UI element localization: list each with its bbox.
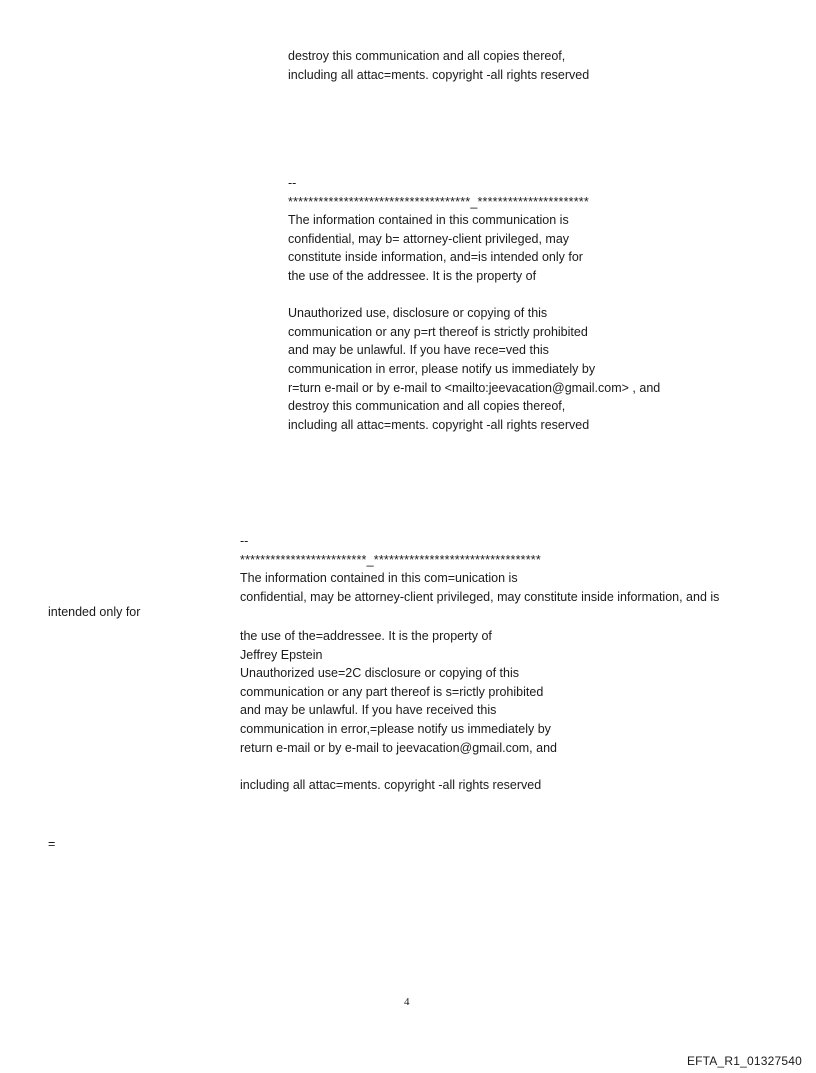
block-3-header <box>240 532 719 606</box>
text-line: confidential, may b= attorney-client privileged, may <box>288 231 570 246</box>
text-line: constitute inside information, and=is intended only for <box>288 250 583 265</box>
text-line: including all attac=ments. copyright -all rights reserved <box>288 67 590 82</box>
separator-dashes: -- <box>240 534 249 548</box>
text-line: destroy this communication and all copies thereof, <box>288 399 566 414</box>
wrapped-text-line: intended only for <box>48 605 141 619</box>
text-line: and may be unlawful. If you have rece=ved this <box>288 343 549 358</box>
text-line: communication in error,=please notify us immediately by <box>240 721 551 736</box>
text-line: and may be unlawful. If you have received this <box>240 703 497 718</box>
page-number: 4 <box>404 996 410 1008</box>
text-line: Unauthorized use=2C disclosure or copying of this <box>240 666 519 681</box>
text-line: The information contained in this communication is <box>288 213 569 228</box>
text-line: r=turn e-mail or by e-mail to <mailto:jeevacation@gmail.com> , and <box>288 380 661 395</box>
block-1 <box>288 47 589 84</box>
text-line: including all attac=ments. copyright -all rights reserved <box>288 417 590 432</box>
text-line: communication or any part thereof is s=rictly prohibited <box>240 684 544 699</box>
text-line: destroy this communication and all copies thereof, <box>288 49 566 63</box>
text-line: Unauthorized use, disclosure or copying of this <box>288 306 548 321</box>
separator-stars: ************************************_********************** <box>288 194 589 209</box>
block-3-body <box>240 627 557 794</box>
text-line: Jeffrey Epstein <box>240 647 323 662</box>
bates-number: EFTA_R1_01327540 <box>686 1054 802 1068</box>
equals-sign: = <box>48 837 56 851</box>
text-line: The information contained in this com=unication is <box>240 571 518 586</box>
text-line: communication in error, please notify us immediately by <box>288 361 596 376</box>
separator-stars: *************************_********************************* <box>240 552 541 567</box>
text-line: confidential, may be attorney-client privileged, may constitute inside information, and is <box>240 589 720 604</box>
text-line: including all attac=ments. copyright -all rights reserved <box>240 777 542 792</box>
text-line: return e-mail or by e-mail to jeevacation@gmail.com, and <box>240 740 557 755</box>
text-line: communication or any p=rt thereof is strictly prohibited <box>288 324 588 339</box>
text-line: the use of the addressee. It is the property of <box>288 268 537 283</box>
separator-dashes: -- <box>288 176 297 190</box>
text-line: the use of the=addressee. It is the property of <box>240 629 492 643</box>
block-2 <box>288 174 660 434</box>
